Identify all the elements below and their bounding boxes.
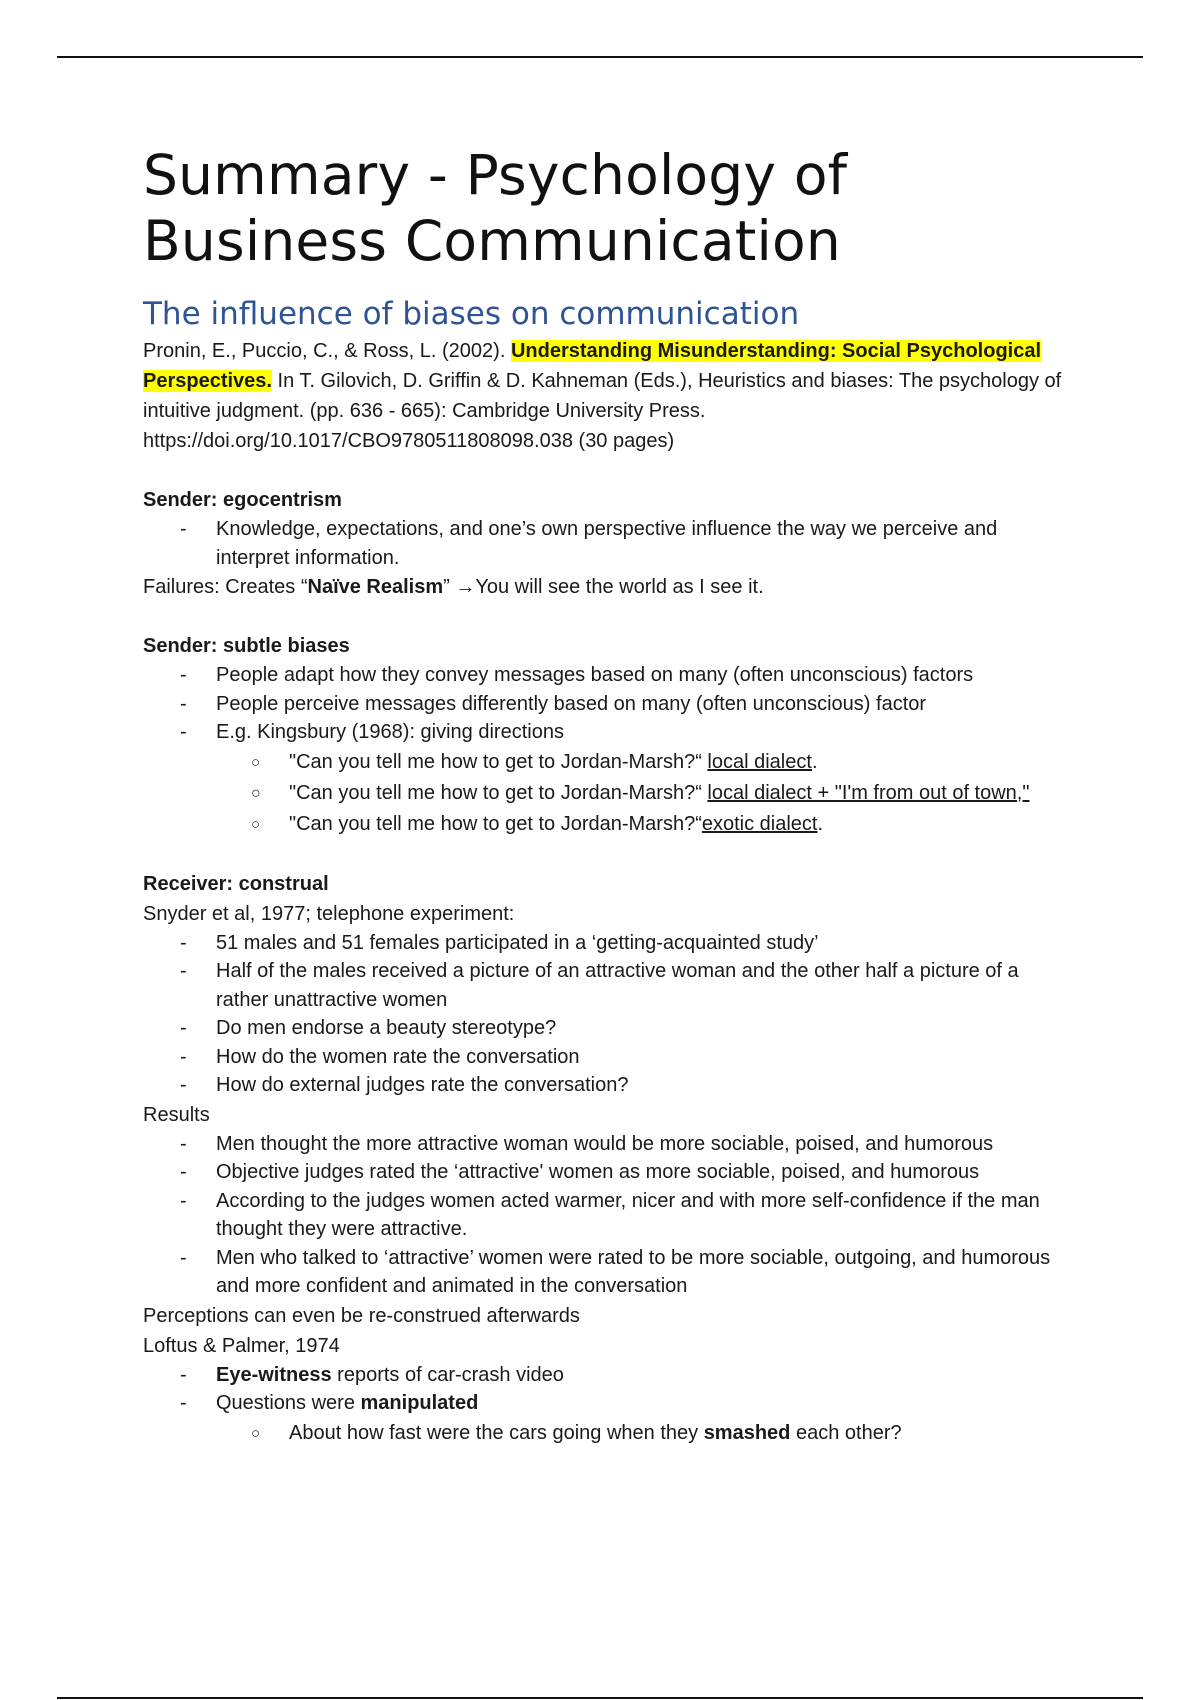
loftus-item1-rest: reports of car-crash video [331,1363,564,1386]
construal-heading: Receiver: construal [143,872,329,895]
reference-paragraph [143,336,1063,456]
list-item: - How do external judges rate the conversation? [143,1071,1063,1100]
list-item: - People adapt how they convey messages based on many (often unconscious) factors [143,661,1063,690]
loftus-sub-pre: About how fast were the cars going when they [289,1421,704,1444]
loftus-sub-bold: smashed [703,1421,791,1444]
sub-item-tail: . [811,750,818,773]
results-label: Results [143,1103,210,1126]
list-item: - People perceive messages differently based on many (often unconscious) factor [143,690,1063,719]
reconstrued-line: Perceptions can even be re-construed afterwards [143,1304,580,1327]
list-item: - 51 males and 51 females participated in a ‘getting-acquainted study’ [143,929,1063,958]
failures-prefix: Failures: Creates “ [143,576,308,598]
loftus-sublist [143,1418,1063,1449]
reference-rest: In T. Gilovich, D. Griffin & D. Kahneman (Eds.), Heuristics and biases: The psychology of intuitive judgment. (pp. 636 - 665): Cambridge University Press. https://doi.org/10.1017/CBO9780511808098.038 (30 pages) [143,370,1062,452]
subtle-biases-heading: Sender: subtle biases [143,635,350,657]
subtle-biases-list [143,661,1063,747]
sub-item-underlined: local dialect [707,750,812,773]
list-item: - Do men endorse a beauty stereotype? [143,1014,1063,1043]
loftus-list [143,1361,1063,1418]
failures-suffix: ” →You will see the world as I see it. [443,576,764,598]
sub-item-underlined: local dialect + "I'm from out of town," [707,781,1030,804]
section-subtitle: The influence of biases on communication [143,296,800,332]
list-item: - According to the judges women acted warmer, nicer and with more self-confidence if the man thought they were attractive. [143,1187,1063,1244]
egocentrism-list [143,515,1063,572]
loftus-item2-bold: manipulated [360,1392,479,1414]
list-item: - Half of the males received a picture of an attractive woman and the other half a picture of a rather unattractive women [143,957,1063,1014]
sub-item-text: "Can you tell me how to get to Jordan-Marsh?“ [289,750,708,773]
results-list [143,1130,1063,1301]
list-item: - E.g. Kingsbury (1968): giving directions [143,718,1063,747]
construal-intro: Snyder et al, 1977; telephone experiment: [143,902,515,925]
failures-bold: Naïve Realism [307,576,444,598]
list-item [143,1361,1063,1390]
loftus-item2-pre: Questions were [216,1392,361,1414]
page-title: Summary - Psychology of Business Communication [143,143,848,273]
loftus-item1-bold: Eye-witness [216,1363,332,1386]
list-item [143,1389,1063,1418]
list-item: - Men thought the more attractive woman would be more sociable, poised, and humorous [143,1130,1063,1159]
list-item: - Knowledge, expectations, and one’s own perspective influence the way we perceive and interpret information. [143,515,1063,572]
footer-rule [57,1697,1143,1699]
list-item: - Men who talked to ‘attractive’ women were rated to be more sociable, outgoing, and humorous and more confident and animated in the conversation [143,1244,1063,1301]
sub-list-item [143,1418,1063,1449]
list-item: - How do the women rate the conversation [143,1043,1063,1072]
header-rule [57,56,1143,58]
construal-list [143,929,1063,1100]
kingsbury-sublist [143,747,1063,840]
document-page [143,142,1063,1449]
failures-line [143,572,1063,602]
sub-item-text: "Can you tell me how to get to Jordan-Marsh?“ [289,781,708,804]
reference-authors: Pronin, E., Puccio, C., & Ross, L. (2002). [143,340,511,362]
loftus-sub-post: each other? [790,1421,902,1444]
reference-highlighted-title: Understanding Misunderstanding: Social Psychological Perspectives. [143,340,1042,392]
sub-list-item [143,747,1063,778]
sub-item-tail: . [817,812,824,835]
loftus-citation: Loftus & Palmer, 1974 [143,1334,340,1357]
list-item: - Objective judges rated the ‘attractive' women as more sociable, poised, and humorous [143,1158,1063,1187]
sub-list-item [143,778,1063,809]
egocentrism-heading: Sender: egocentrism [143,489,342,511]
sub-item-text: "Can you tell me how to get to Jordan-Marsh?“ [289,812,702,835]
sub-item-underlined: exotic dialect [701,812,818,835]
sub-list-item [143,809,1063,840]
